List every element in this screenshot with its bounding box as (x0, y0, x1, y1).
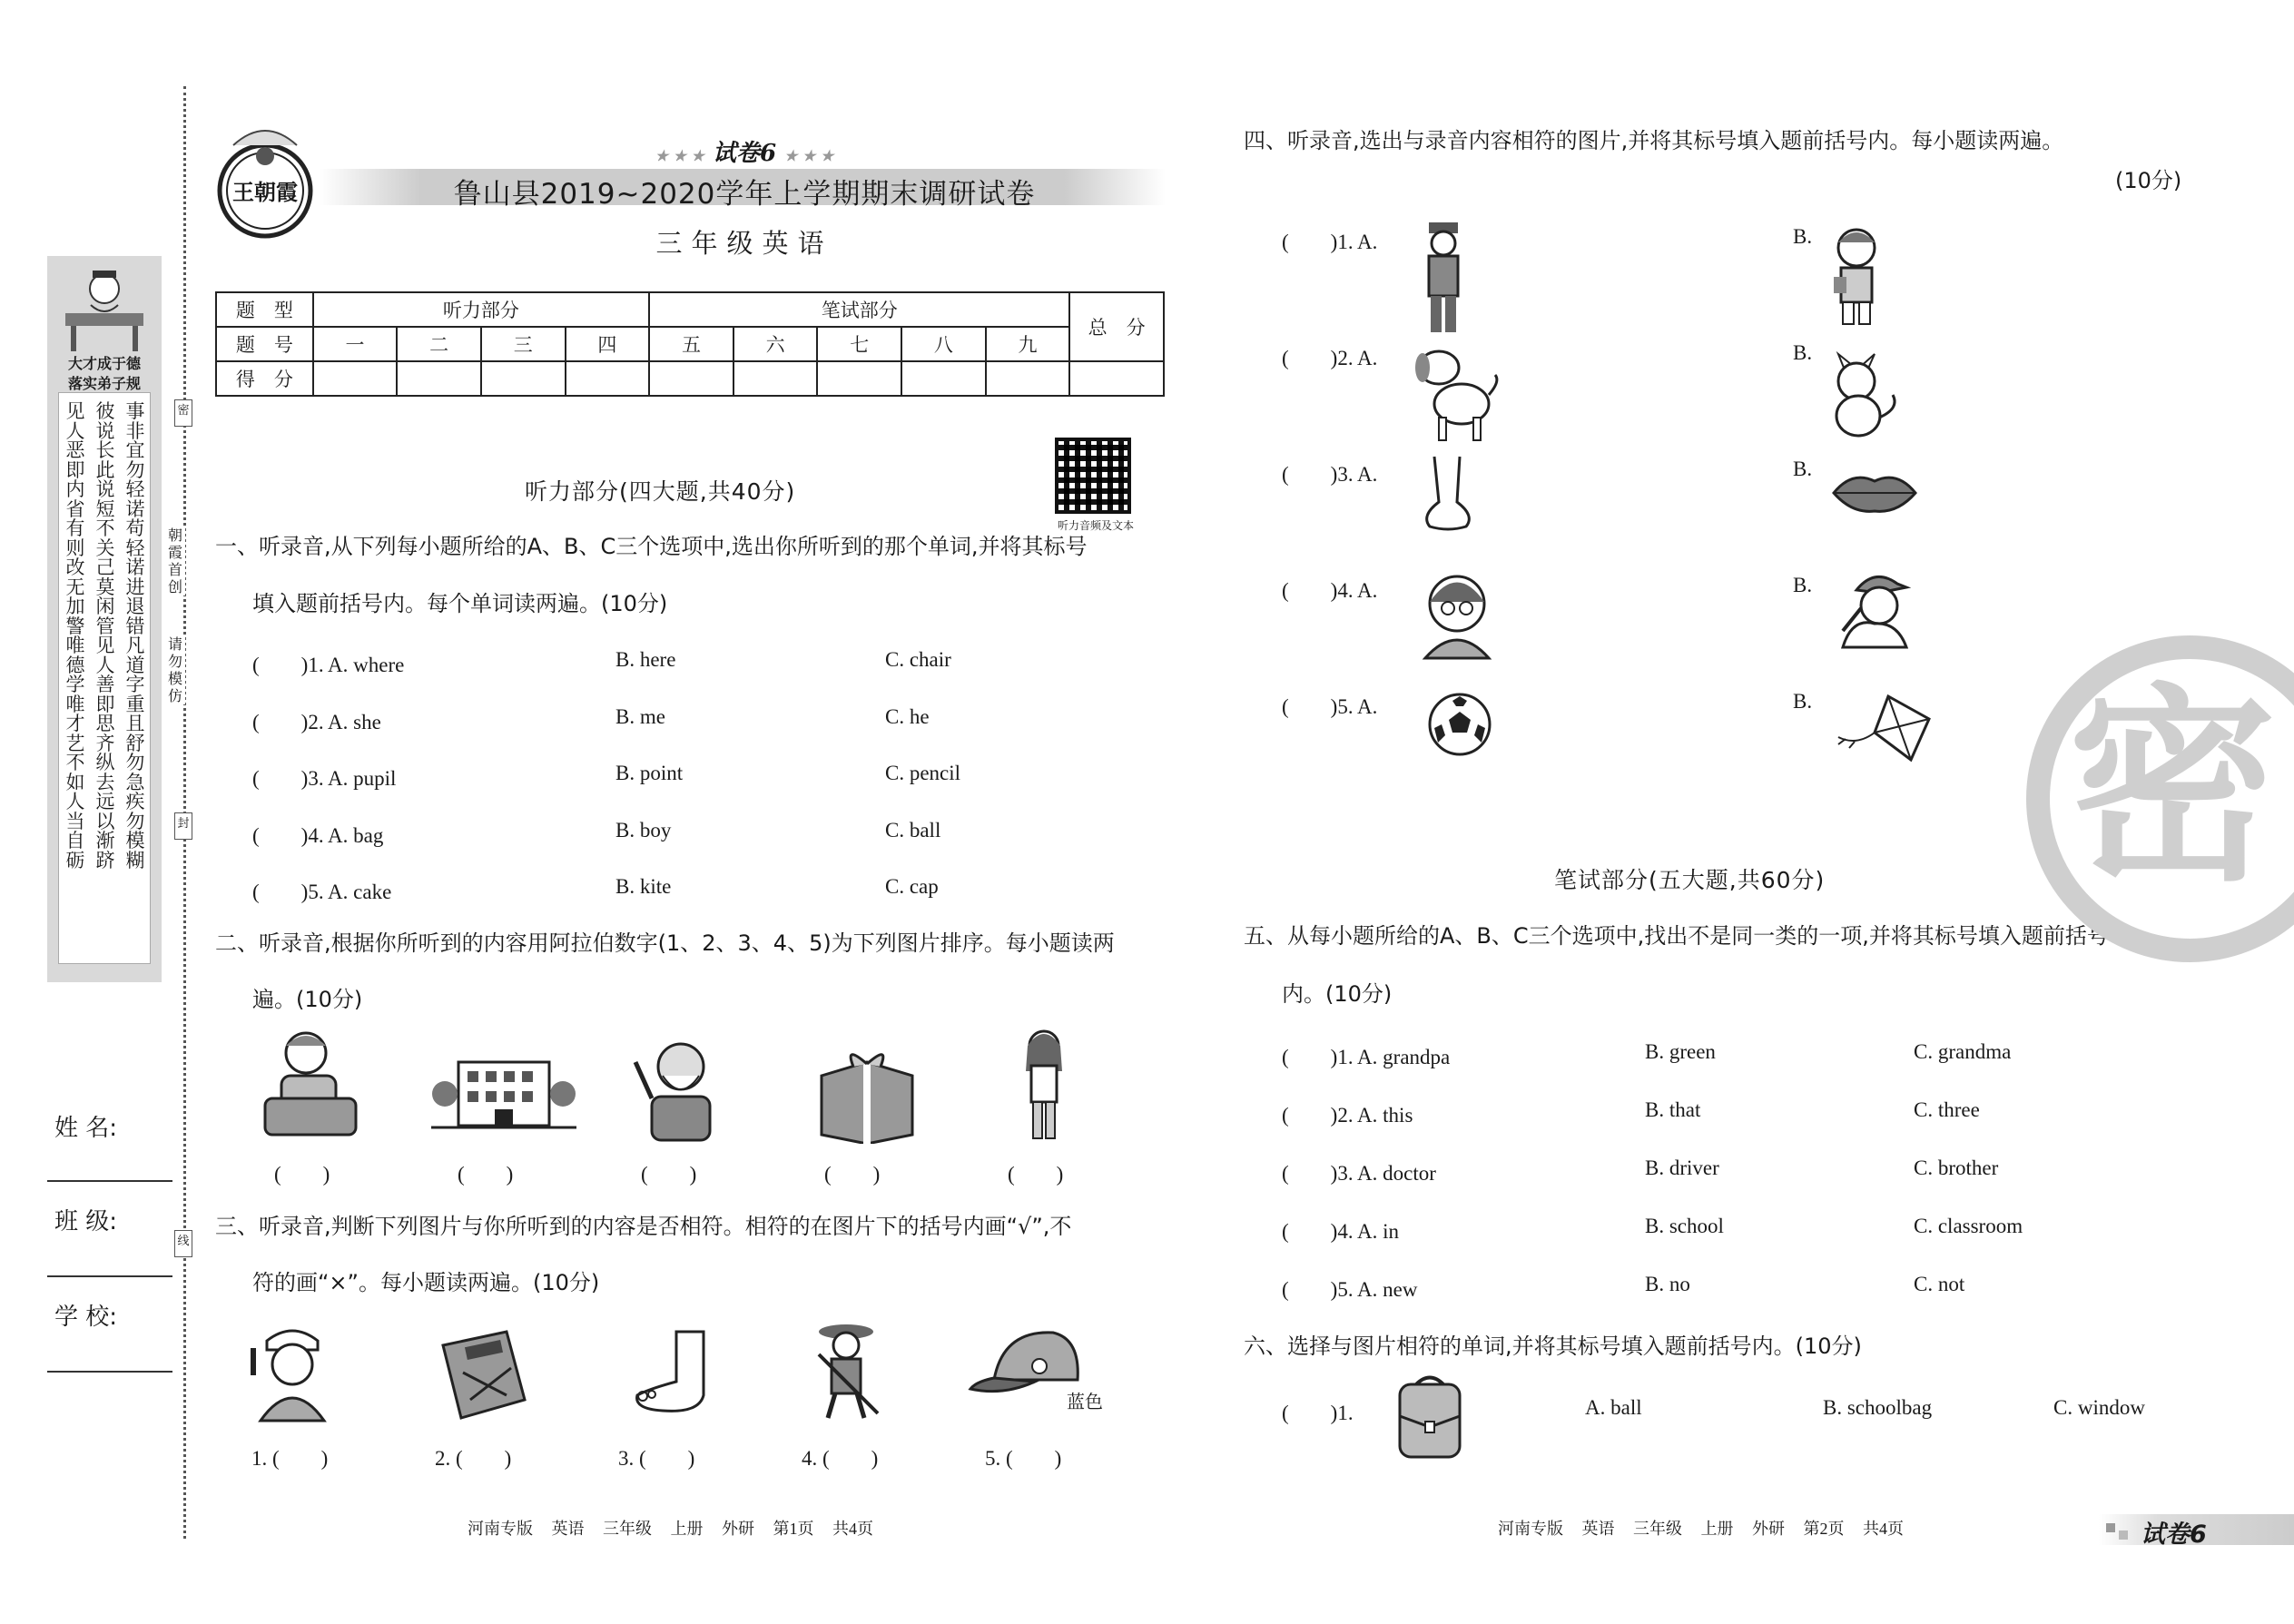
q5-option-b: B. that (1645, 1098, 1701, 1121)
score-cell[interactable] (481, 361, 566, 396)
table-row-label: 得 分 (216, 361, 313, 396)
q5-item-number[interactable]: ( )5. A. new (1282, 1278, 1418, 1301)
book-picture (434, 1327, 534, 1427)
nose-picture (1416, 452, 1480, 534)
q4-item-number[interactable]: ( )2. A. (1282, 347, 1378, 369)
table-cell: 三 (481, 327, 566, 361)
confidential-seal (2026, 635, 2294, 999)
seal-tag: 线 (174, 1230, 192, 1257)
q1-option-c: C. chair (885, 648, 951, 671)
qr-code-icon[interactable] (1055, 438, 1131, 514)
table-header-listening: 听力部分 (313, 292, 650, 327)
q4-option-b: B. (1793, 341, 1813, 364)
q1-item-number[interactable]: ( )2. A. she (252, 710, 381, 733)
motto-line-1: 大才成于德 (67, 355, 141, 372)
policeman-picture (1416, 218, 1471, 336)
dog-picture (1412, 340, 1502, 445)
q5-option-b: B. school (1645, 1215, 1724, 1237)
motto-line-2: 落实弟子规 (67, 375, 141, 392)
table-cell: 四 (566, 327, 650, 361)
score-cell[interactable] (649, 361, 733, 396)
q1-option-b: B. boy (615, 818, 672, 842)
q1-option-b: B. here (615, 648, 676, 671)
q4-option-b: B. (1793, 574, 1813, 596)
q3-instruction-2: 符的画“×”。每小题读两遍。(10分) (252, 1270, 600, 1295)
qr-caption: 听力音频及文本 (1057, 519, 1134, 532)
scholar-illustration (47, 263, 162, 354)
q2-answer-blank[interactable]: ( ) (641, 1163, 697, 1186)
table-cell: 九 (986, 327, 1070, 361)
q1-option-b: B. point (615, 762, 684, 784)
logo-text: 王朝霞 (232, 179, 298, 205)
table-row-label: 题 号 (216, 327, 313, 361)
table-header-writing: 笔试部分 (649, 292, 1069, 327)
q5-option-c: C. brother (1914, 1156, 1999, 1179)
q4-score: (10分) (2115, 168, 2182, 193)
q5-instruction-2: 内。(10分) (1282, 981, 1393, 1007)
name-field-label: 姓 名: (54, 1115, 118, 1142)
q1-item-number[interactable]: ( )5. A. cake (252, 881, 392, 903)
table-cell: 七 (817, 327, 901, 361)
vertical-note: 朝霞首创 (165, 527, 185, 595)
score-cell[interactable] (313, 361, 398, 396)
q5-option-b: B. driver (1645, 1156, 1719, 1179)
q6-option-a: A. ball (1585, 1396, 1642, 1419)
q5-item-number[interactable]: ( )1. A. grandpa (1282, 1046, 1451, 1068)
dizigui-rules (58, 392, 151, 964)
q5-option-c: C. not (1914, 1273, 1965, 1295)
q1-option-c: C. ball (885, 818, 941, 842)
nurse-picture (247, 1321, 338, 1425)
q3-answer-blank[interactable]: 5. ( ) (985, 1447, 1062, 1470)
paper-tab-label: 试卷6 (2141, 1521, 2207, 1549)
q5-option-c: C. grandma (1914, 1040, 2012, 1063)
rules-panel (47, 256, 162, 982)
q5-item-number[interactable]: ( )4. A. in (1282, 1220, 1400, 1243)
exam-title: 鲁山县2019~2020学年上学期期末调研试卷 (453, 178, 1036, 211)
q2-answer-blank[interactable]: ( ) (824, 1163, 881, 1186)
q1-instruction: 一、听录音,从下列每小题所给的A、B、C三个选项中,选出你所听到的那个单词,并将其标号 (215, 534, 1088, 559)
score-cell[interactable] (566, 361, 650, 396)
q3-answer-blank[interactable]: 3. ( ) (618, 1447, 695, 1470)
series-text: 试卷6 (712, 140, 777, 167)
seal-tag: 封 (174, 812, 192, 840)
schoolbag-picture (1389, 1371, 1471, 1462)
listening-title: 听力部分(四大题,共40分) (525, 478, 796, 505)
table-header-type: 题 型 (216, 292, 313, 327)
q4-instruction: 四、听录音,选出与录音内容相符的图片,并将其标号填入题前括号内。每小题读两遍。 (1244, 128, 2064, 153)
grandpa-picture (626, 1035, 735, 1144)
grandma-picture (1416, 567, 1498, 663)
girl-picture (1008, 1026, 1080, 1144)
score-table (215, 291, 1165, 397)
q5-option-b: B. no (1645, 1273, 1690, 1295)
q3-answer-blank[interactable]: 2. ( ) (435, 1447, 512, 1470)
cat-picture (1820, 345, 1902, 440)
score-cell[interactable] (901, 361, 986, 396)
series-label: ★ ★ ★ 试卷6 ★ ★ ★ (655, 140, 834, 167)
q1-option-b: B. me (615, 704, 665, 728)
table-cell: 六 (733, 327, 818, 361)
writing-title: 笔试部分(五大题,共60分) (1554, 867, 1826, 893)
q5-option-c: C. three (1914, 1098, 1980, 1121)
q4-item-number[interactable]: ( )3. A. (1282, 463, 1378, 486)
score-cell[interactable] (733, 361, 818, 396)
paper-tab (2099, 1514, 2294, 1549)
q1-option-b: B. kite (615, 875, 672, 898)
q4-item-number[interactable]: ( )1. A. (1282, 231, 1378, 253)
gift-box-picture (812, 1044, 921, 1144)
q2-instruction-2: 遍。(10分) (252, 987, 363, 1012)
table-cell: 五 (649, 327, 733, 361)
score-cell[interactable] (397, 361, 481, 396)
q6-option-c: C. window (2053, 1396, 2145, 1419)
q1-option-c: C. he (885, 704, 930, 728)
kite-picture (1829, 692, 1938, 764)
q1-item-number[interactable]: ( )3. A. pupil (252, 767, 397, 790)
q4-option-b: B. (1793, 690, 1813, 713)
binding-strip (0, 0, 195, 1624)
q4-option-b: B. (1793, 225, 1813, 248)
q5-item-number[interactable]: ( )2. A. this (1282, 1104, 1413, 1127)
q5-item-number[interactable]: ( )3. A. doctor (1282, 1162, 1436, 1185)
foot-picture (626, 1327, 726, 1418)
football-picture (1427, 692, 1492, 757)
q4-item-number[interactable]: ( )4. A. (1282, 579, 1378, 602)
footer-left: 河南专版 英语 三年级 上册 外研 第1页 共4页 (468, 1520, 873, 1538)
school-field-line[interactable] (47, 1371, 172, 1373)
boy-picture (1825, 222, 1888, 327)
q5-option-b: B. green (1645, 1040, 1716, 1063)
q6-item-number[interactable]: ( )1. (1282, 1402, 1354, 1424)
teacher-picture (256, 1026, 365, 1144)
class-field-line[interactable] (47, 1275, 172, 1277)
q2-instruction: 二、听录音,根据你所听到的内容用阿拉伯数字(1、2、3、4、5)为下列图片排序。每小题读两 (215, 930, 1115, 956)
q5-instruction: 五、从每小题所给的A、B、C三个选项中,找出不是同一类的一项,并将其标号填入题前括号 (1244, 923, 2109, 949)
q2-answer-blank[interactable]: ( ) (458, 1163, 514, 1186)
q4-option-b: B. (1793, 458, 1813, 480)
rules-column: 事非宜勿轻诺苟轻诺进退错凡道字重且舒勿急疾勿模糊 (125, 400, 145, 871)
score-cell[interactable] (1069, 361, 1164, 396)
q1-option-c: C. cap (885, 875, 939, 898)
cap-color-label: 蓝色 (1067, 1391, 1103, 1412)
q3-answer-blank[interactable]: 1. ( ) (251, 1447, 329, 1470)
q6-instruction: 六、选择与图片相符的单词,并将其标号填入题前括号内。(10分) (1244, 1334, 1862, 1359)
q3-instruction: 三、听录音,判断下列图片与你所听到的内容是否相符。相符的在图片下的括号内画“√”,不 (215, 1214, 1072, 1239)
q1-item-number[interactable]: ( )1. A. where (252, 654, 405, 676)
q4-item-number[interactable]: ( )5. A. (1282, 695, 1378, 718)
exam-subtitle: 三年级英语 (655, 228, 833, 259)
table-cell: 二 (397, 327, 481, 361)
seal-character: 密 (2068, 667, 2278, 910)
name-field-line[interactable] (47, 1180, 172, 1182)
q1-option-c: C. pencil (885, 762, 961, 784)
q2-answer-blank[interactable]: ( ) (274, 1163, 330, 1186)
table-header-total: 总 分 (1069, 292, 1164, 361)
vertical-note: 请勿模仿 (165, 635, 185, 704)
q1-item-number[interactable]: ( )4. A. bag (252, 823, 384, 847)
score-cell[interactable] (986, 361, 1070, 396)
table-cell: 八 (901, 327, 986, 361)
lips-picture (1829, 470, 1920, 516)
q3-answer-blank[interactable]: 4. ( ) (802, 1447, 879, 1470)
q1-instruction-2: 填入题前括号内。每个单词读两遍。(10分) (252, 591, 668, 616)
q6-option-b: B. schoolbag (1823, 1396, 1933, 1419)
q2-answer-blank[interactable]: ( ) (1008, 1163, 1064, 1186)
class-field-label: 班 级: (54, 1208, 118, 1235)
school-building-picture (431, 1044, 576, 1135)
rules-column: 彼说长此说短不关己莫闲管见人善即思齐纵去远以渐跻 (95, 400, 115, 871)
school-field-label: 学 校: (54, 1304, 118, 1331)
boy-cap-picture (1825, 567, 1920, 649)
q5-option-c: C. classroom (1914, 1215, 2023, 1237)
seal-tag: 密 (174, 399, 192, 427)
publisher-logo (211, 120, 320, 247)
rules-column: 见人恶即内省有则改无加警唯德学唯才艺不如人当自砺 (65, 400, 85, 871)
farmer-picture (801, 1318, 891, 1422)
footer-right: 河南专版 英语 三年级 上册 外研 第2页 共4页 (1498, 1520, 1904, 1538)
score-cell[interactable] (817, 361, 901, 396)
table-cell: 一 (313, 327, 398, 361)
